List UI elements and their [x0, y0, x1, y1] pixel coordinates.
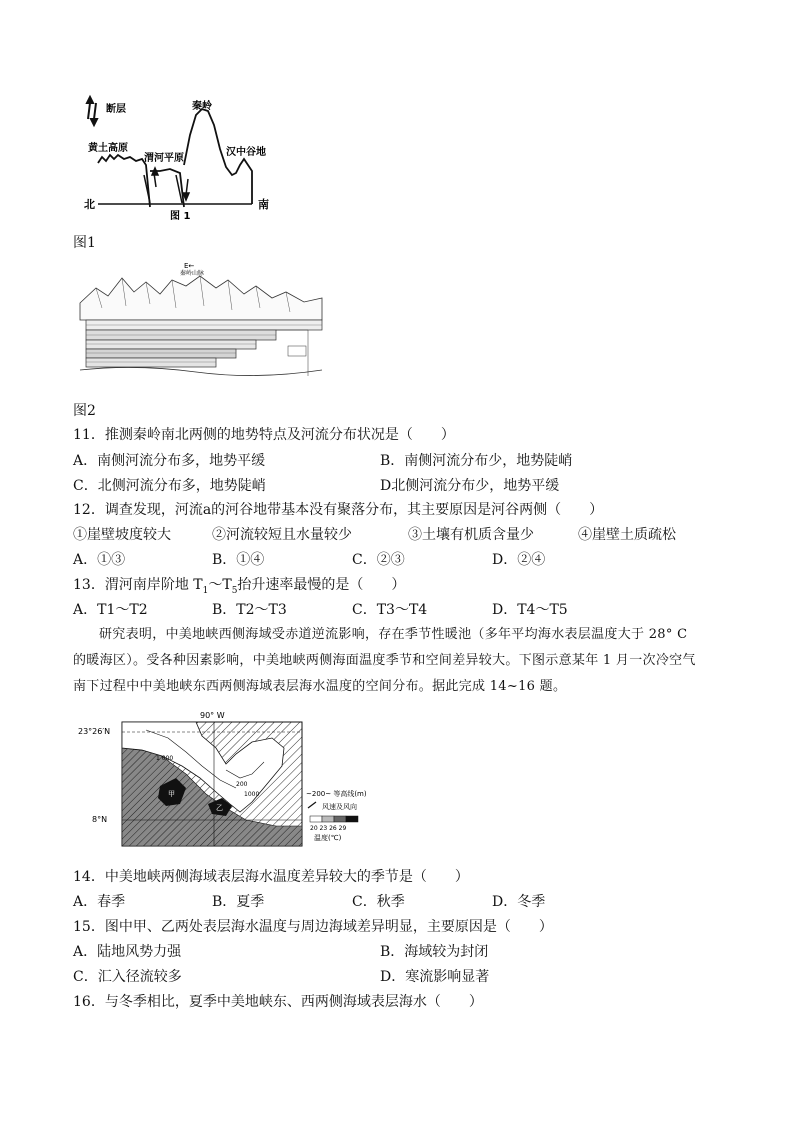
q11-option-b[interactable]: B．南侧河流分布少，地势陡峭 [380, 453, 573, 469]
legend-temp: 温度(℃) [314, 834, 342, 842]
q15-option-b[interactable]: B．海域较为封闭 [380, 944, 489, 960]
q13-stem: 13．渭河南岸阶地 $T_1\sim T_5$抬升速率最慢的是（ ） [73, 577, 406, 596]
loess-plateau-label: 黄土高原 [88, 143, 128, 154]
legend-contour: ~200~ 等高线(m) [306, 790, 367, 798]
q11-option-a[interactable]: A．南侧河流分布多，地势平缓 [73, 453, 266, 469]
figure-2-label: 图2 [73, 403, 96, 419]
weihe-plain-label: 渭河平原 [144, 153, 184, 164]
legend-temp-ticks: 20 23 26 29 [310, 825, 347, 832]
passage-line-2: 的暖海区）。受各种因素影响，中美地峡两侧海面温度季节和空间差异较大。下图示意某年 1 月一次冷空气 [73, 653, 696, 668]
contour-200-label: 200 [236, 781, 248, 788]
q12-statement-3: ③土壤有机质含量少 [408, 527, 534, 543]
fault-legend-label: 断层 [106, 104, 126, 115]
q14-option-d[interactable]: D．冬季 [492, 894, 546, 910]
q12-option-a[interactable]: A．①③ [73, 552, 126, 568]
passage-line-3: 南下过程中中美地峡东西两侧海域表层海水温度的空间分布。据此完成 14~16 题。 [73, 679, 567, 694]
q13-option-b[interactable]: B．T2～T3 [212, 602, 287, 618]
q13-option-c[interactable]: C．T3～T4 [352, 602, 428, 618]
figure-1-profile [80, 95, 280, 222]
q12-option-b[interactable]: B．①④ [212, 552, 265, 568]
q12-option-d[interactable]: D．②④ [492, 552, 546, 568]
q15-option-c[interactable]: C．汇入径流较多 [73, 969, 182, 985]
yi-label: 乙 [216, 804, 223, 812]
q12-stem: 12．调查发现，河流a的河谷地带基本没有聚落分布，其主要原因是河谷两侧（ ） [73, 502, 604, 518]
jia-label: 甲 [168, 790, 175, 798]
q11-option-d[interactable]: D北侧河流分布少，地势平缓 [380, 478, 560, 494]
q12-statement-4: ④崖壁土质疏松 [578, 527, 676, 543]
q14-option-b[interactable]: B．夏季 [212, 894, 265, 910]
q12-statement-1: ①崖壁坡度较大 [73, 527, 171, 543]
q13-option-a[interactable]: A．T1～T2 [73, 602, 148, 618]
north-label: 北 [84, 198, 95, 211]
latitude-bottom-label: 8°N [92, 815, 108, 824]
q11-option-c[interactable]: C．北侧河流分布多，地势陡峭 [73, 478, 266, 494]
direction-label: E← [184, 262, 195, 270]
figure-1-inline-caption: 图 1 [170, 211, 191, 222]
q16-stem: 16．与冬季相比，夏季中美地峡东、西两侧海域表层海水（ ） [73, 994, 483, 1010]
q13-option-d[interactable]: D．T4～T5 [492, 602, 568, 618]
hanzhong-valley-label: 汉中谷地 [226, 147, 266, 158]
q14-option-a[interactable]: A．春季 [73, 894, 126, 910]
contour-1000-label: 1 000 [156, 755, 174, 762]
longitude-label: 90° W [200, 711, 225, 720]
qinling-mountains-label: 秦岭山脉 [180, 270, 205, 277]
q15-option-d[interactable]: D．寒流影响显著 [380, 969, 490, 985]
q15-stem: 15．图中甲、乙两处表层海水温度与周边海域差异明显，主要原因是（ ） [73, 919, 553, 935]
contour-1000b-label: 1000 [244, 791, 260, 798]
q12-option-c[interactable]: C．②③ [352, 552, 405, 568]
legend-wind: 风速及风向 [322, 803, 357, 811]
passage-line-1: 研究表明，中美地峡西侧海域受赤道逆流影响，存在季节性暖池（多年平均海水表层温度大于 28° C [99, 627, 688, 642]
q14-stem: 14．中美地峡两侧海域表层海水温度差异较大的季节是（ ） [73, 869, 469, 885]
central-america-sst-map [76, 708, 376, 858]
q15-option-a[interactable]: A．陆地风势力强 [73, 944, 182, 960]
q12-statement-2: ②河流较短且水量较少 [212, 527, 352, 543]
figure-1-label: 图1 [73, 235, 96, 251]
q14-option-c[interactable]: C．秋季 [352, 894, 405, 910]
qinling-label: 秦岭 [192, 101, 212, 112]
passage [73, 622, 733, 700]
latitude-top-label: 23°26′N [78, 727, 111, 736]
q11-stem: 11．推测秦岭南北两侧的地势特点及河流分布状况是（ ） [73, 427, 455, 443]
fault-legend-icon [87, 97, 97, 125]
south-label: 南 [258, 198, 269, 211]
figure-2-landscape [76, 258, 326, 383]
